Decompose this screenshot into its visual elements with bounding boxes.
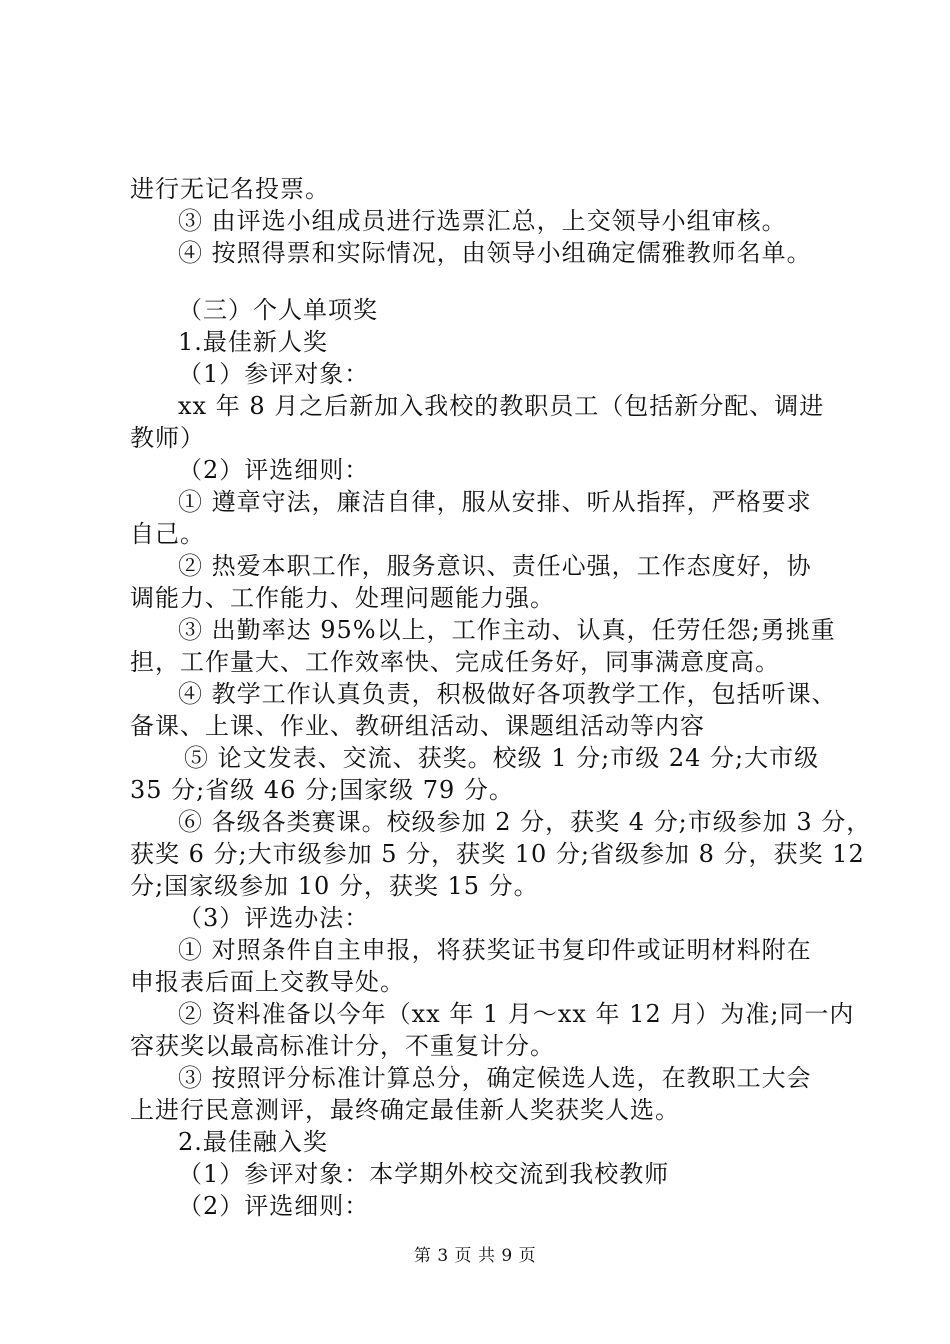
text-line: 备课、上课、作业、教研组活动、课题组活动等内容	[130, 712, 705, 740]
item-heading: （1）参评对象：	[178, 360, 370, 388]
text-line: 申报表后面上交教导处。	[130, 968, 405, 996]
section-heading: （三）个人单项奖	[178, 296, 378, 324]
text-line: ② 热爱本职工作，服务意识、责任心强，工作态度好，协	[178, 552, 812, 580]
text-line: 分;国家级参加 10 分，获奖 15 分。	[130, 872, 539, 900]
text-line: ③ 按照评分标准计算总分，确定候选人选，在教职工大会	[178, 1064, 812, 1092]
text-line: ② 资料准备以今年（xx 年 1 月～xx 年 12 月）为准;同一内	[178, 1000, 855, 1028]
subsection-heading: 1.最佳新人奖	[178, 328, 328, 356]
subsection-heading: 2.最佳融入奖	[178, 1128, 328, 1156]
text-line: 教师）	[130, 424, 205, 452]
item-heading: （3）评选办法：	[178, 904, 370, 932]
text-line: ① 对照条件自主申报，将获奖证书复印件或证明材料附在	[178, 936, 812, 964]
text-line: ③ 由评选小组成员进行选票汇总，上交领导小组审核。	[178, 207, 787, 235]
item-heading: （2）评选细则：	[178, 1192, 370, 1220]
text-line: 35 分;省级 46 分;国家级 79 分。	[130, 776, 514, 804]
text-line: ⑥ 各级各类赛课。校级参加 2 分，获奖 4 分;市级参加 3 分，	[178, 808, 872, 836]
item-heading: （2）评选细则：	[178, 456, 370, 484]
text-line: 进行无记名投票。	[130, 175, 330, 203]
text-line: 担，工作量大、工作效率快、完成任务好，同事满意度高。	[130, 648, 780, 676]
item-heading: （1）参评对象：本学期外校交流到我校教师	[178, 1160, 670, 1188]
text-line: ③ 出勤率达 95%以上，工作主动、认真，任劳任怨;勇挑重	[178, 616, 836, 644]
text-line: ④ 按照得票和实际情况，由领导小组确定儒雅教师名单。	[178, 239, 812, 267]
text-line: 获奖 6 分;大市级参加 5 分，获奖 10 分;省级参加 8 分，获奖 12	[130, 840, 865, 868]
text-line: ④ 教学工作认真负责，积极做好各项教学工作，包括听课、	[178, 680, 837, 708]
text-line: 上进行民意测评，最终确定最佳新人奖获奖人选。	[130, 1096, 680, 1124]
text-line: 自己。	[130, 520, 205, 548]
text-line: ⑤ 论文发表、交流、获奖。校级 1 分;市级 24 分;大市级	[184, 744, 820, 772]
text-line: xx 年 8 月之后新加入我校的教职员工（包括新分配、调进	[178, 392, 825, 420]
text-line: 容获奖以最高标准计分，不重复计分。	[130, 1032, 555, 1060]
text-line: ① 遵章守法，廉洁自律，服从安排、听从指挥，严格要求	[178, 488, 812, 516]
page-footer: 第 3 页 共 9 页	[413, 1246, 537, 1266]
text-line: 调能力、工作能力、处理问题能力强。	[130, 584, 555, 612]
